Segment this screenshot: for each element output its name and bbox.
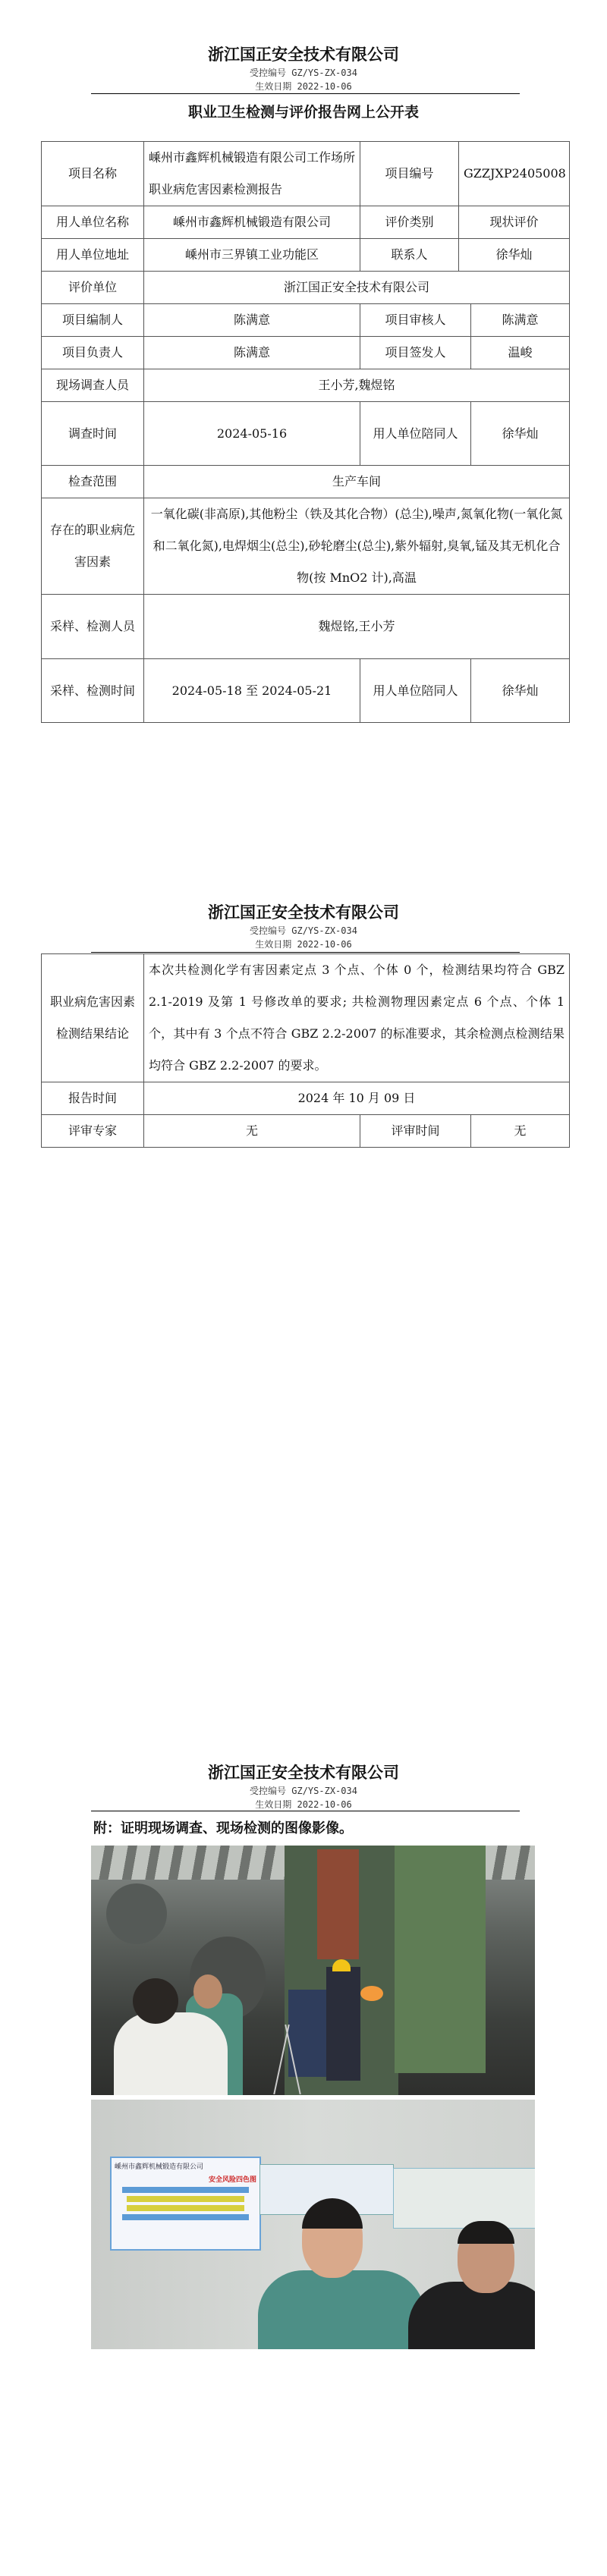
company-name: 浙江国正安全技术有限公司 <box>208 903 399 922</box>
label: 项目名称 <box>42 142 144 206</box>
label: 用人单位名称 <box>42 206 144 239</box>
effective-date: 生效日期 2022-10-06 <box>255 1799 352 1810</box>
conclusion-table <box>41 953 570 1148</box>
label: 联系人 <box>360 239 459 272</box>
control-number: 受控编号 GZ/YS-ZX-034 <box>250 925 357 936</box>
label: 项目负责人 <box>42 337 144 369</box>
header-rule <box>91 952 520 953</box>
label: 评价类别 <box>360 206 459 239</box>
report-time: 2024 年 10 月 09 日 <box>144 1082 570 1115</box>
label: 现场调查人员 <box>42 369 144 402</box>
label: 用人单位陪同人 <box>360 659 471 723</box>
reviewer: 陈满意 <box>471 304 570 337</box>
company-name: 浙江国正安全技术有限公司 <box>208 45 399 64</box>
sampling-time: 2024-05-18 至 2024-05-21 <box>144 659 360 723</box>
label: 项目编制人 <box>42 304 144 337</box>
label: 项目审核人 <box>360 304 471 337</box>
project-number: GZZJXP2405008 <box>459 142 570 206</box>
effective-date: 生效日期 2022-10-06 <box>255 81 352 92</box>
evaluator: 浙江国正安全技术有限公司 <box>144 272 570 304</box>
effective-date: 生效日期 2022-10-06 <box>255 939 352 950</box>
label: 评价单位 <box>42 272 144 304</box>
scope: 生产车间 <box>144 466 570 498</box>
label: 检查范围 <box>42 466 144 498</box>
label: 职业病危害因素检测结果结论 <box>42 954 144 1082</box>
contact: 徐华灿 <box>459 239 570 272</box>
safety-risk-poster <box>110 2157 261 2251</box>
control-number: 受控编号 GZ/YS-ZX-034 <box>250 1786 357 1796</box>
label: 用人单位地址 <box>42 239 144 272</box>
leader: 陈满意 <box>144 337 360 369</box>
label: 评审专家 <box>42 1115 144 1148</box>
label: 采样、检测人员 <box>42 595 144 659</box>
hazards: 一氧化碳(非高原),其他粉尘（铁及其化合物）(总尘),噪声,氮氧化物(一氧化氮和二氧化氮),电焊烟尘(总尘),砂轮磨尘(总尘),紫外辐射,臭氧,锰及其无机化合物(按 MnO2 计),高温 <box>144 498 570 595</box>
label: 项目编号 <box>360 142 459 206</box>
address: 嵊州市三界镇工业功能区 <box>144 239 360 272</box>
accompany-person: 徐华灿 <box>471 402 570 466</box>
site-survey-photo <box>91 1846 535 2095</box>
compiler: 陈满意 <box>144 304 360 337</box>
attachment-title: 附：证明现场调查、现场检测的图像影像。 <box>93 1820 353 1836</box>
disclosure-table <box>41 141 570 723</box>
label: 存在的职业病危害因素 <box>42 498 144 595</box>
label: 调查时间 <box>42 402 144 466</box>
label: 用人单位陪同人 <box>360 402 471 466</box>
investigators: 王小芳,魏煜铭 <box>144 369 570 402</box>
eval-type: 现状评价 <box>459 206 570 239</box>
page2-header <box>0 901 607 951</box>
accompany-person: 徐华灿 <box>471 659 570 723</box>
samplers: 魏煜铭,王小芳 <box>144 595 570 659</box>
poster-title: 安全风险四色图 <box>208 2176 256 2184</box>
page1-header <box>0 43 607 93</box>
page3-header <box>0 1761 607 1811</box>
person <box>258 2270 425 2349</box>
employer: 嵊州市鑫辉机械锻造有限公司 <box>144 206 360 239</box>
person <box>408 2282 535 2349</box>
issuer: 温峻 <box>471 337 570 369</box>
label: 报告时间 <box>42 1082 144 1115</box>
site-detection-photo <box>91 2100 535 2349</box>
project-name: 嵊州市鑫辉机械锻造有限公司工作场所职业病危害因素检测报告 <box>144 142 360 206</box>
experts: 无 <box>144 1115 360 1148</box>
control-number: 受控编号 GZ/YS-ZX-034 <box>250 68 357 78</box>
conclusion-text: 本次共检测化学有害因素定点 3 个点、个体 0 个，检测结果均符合 GBZ 2.1-2019 及第 1 号修改单的要求; 共检测物理因素定点 6 个点、个体 1 个，其中有 3 个点不符合 GBZ 2.2-2007 的标准要求，其余检测点检测结果均符合 GBZ 2.2-2007 的要求。 <box>144 954 570 1082</box>
label: 项目签发人 <box>360 337 471 369</box>
label: 采样、检测时间 <box>42 659 144 723</box>
poster-company: 嵊州市鑫辉机械锻造有限公司 <box>115 2163 204 2171</box>
company-name: 浙江国正安全技术有限公司 <box>208 1763 399 1782</box>
survey-time: 2024-05-16 <box>144 402 360 466</box>
label: 评审时间 <box>360 1115 471 1148</box>
review-time: 无 <box>471 1115 570 1148</box>
page-title: 职业卫生检测与评价报告网上公开表 <box>187 104 419 121</box>
header-rule <box>91 93 520 94</box>
